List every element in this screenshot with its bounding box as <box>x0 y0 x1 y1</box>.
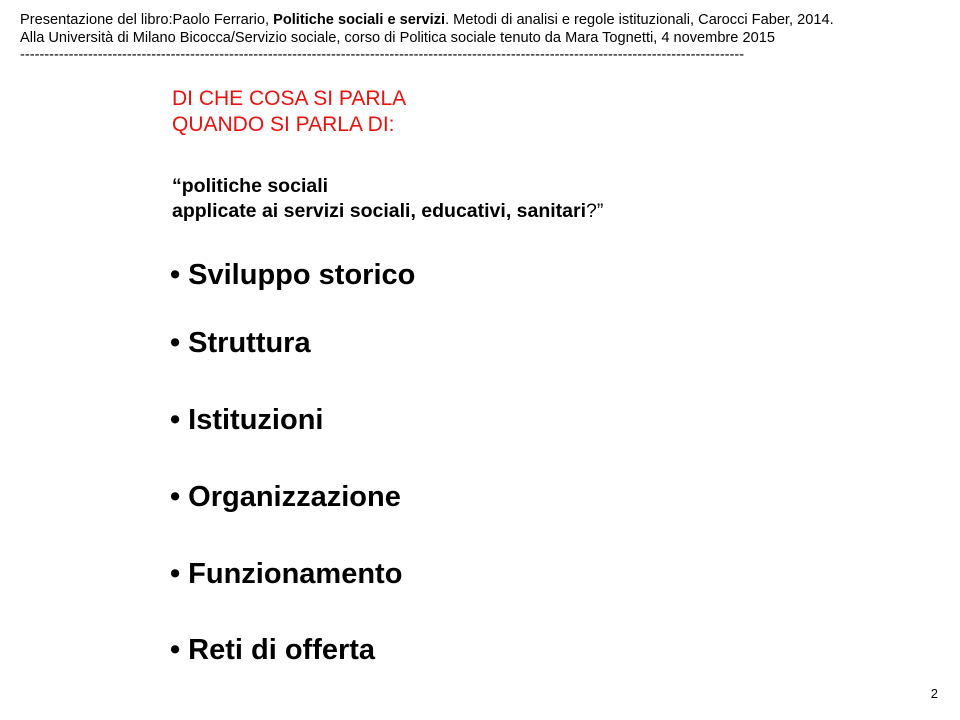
page-number: 2 <box>930 686 938 701</box>
question-heading-line-1: DI CHE COSA SI PARLA <box>172 87 407 110</box>
header-line-2: Alla Università di Milano Bicocca/Servizio sociale, corso di Politica sociale tenuto da Mara Tognetti, 4 novembre 2015 <box>20 30 775 46</box>
bullet-symbol: • <box>170 481 181 513</box>
bullet-symbol: • <box>170 327 181 359</box>
book-title: Politiche sociali e servizi <box>273 12 446 28</box>
header-divider: ----------------------------------------------------------------------------------------------------------------------------------------------------- <box>20 47 745 63</box>
bullet-symbol: • <box>170 404 181 436</box>
bullet-item <box>170 258 415 292</box>
bullet-symbol: • <box>170 259 181 291</box>
bullet-label: Funzionamento <box>188 558 403 590</box>
bullet-label: Istituzioni <box>188 404 324 436</box>
question-heading <box>172 86 406 138</box>
bullet-symbol: • <box>170 558 181 590</box>
bullet-label: Organizzazione <box>188 481 401 513</box>
bullet-item <box>170 633 375 667</box>
header-line-1-prefix: Presentazione del libro:Paolo Ferrario, <box>20 12 274 28</box>
question-heading-line-2: QUANDO SI PARLA DI: <box>172 113 395 136</box>
bullet-symbol: • <box>170 634 181 666</box>
bullet-item <box>170 326 311 360</box>
bullet-item <box>170 403 323 437</box>
bullet-item <box>170 557 402 591</box>
bullet-label: Reti di offerta <box>188 634 376 666</box>
question-topic-line-2 <box>172 199 603 224</box>
question-topic-line-2-bold: applicate ai servizi sociali, educativi, sanitari <box>172 200 587 222</box>
bullet-label: Sviluppo storico <box>188 259 416 291</box>
question-topic-line-2-plain: ?” <box>586 200 604 222</box>
question-topic-line-1: “politiche sociali <box>172 175 329 197</box>
header-line-1 <box>20 11 950 29</box>
question-topic <box>172 174 603 224</box>
slide-header <box>20 11 950 63</box>
header-line-1-suffix: . Metodi di analisi e regole istituzionali, Carocci Faber, 2014. <box>445 12 834 28</box>
bullet-label: Struttura <box>188 327 311 359</box>
bullet-item <box>170 480 401 514</box>
